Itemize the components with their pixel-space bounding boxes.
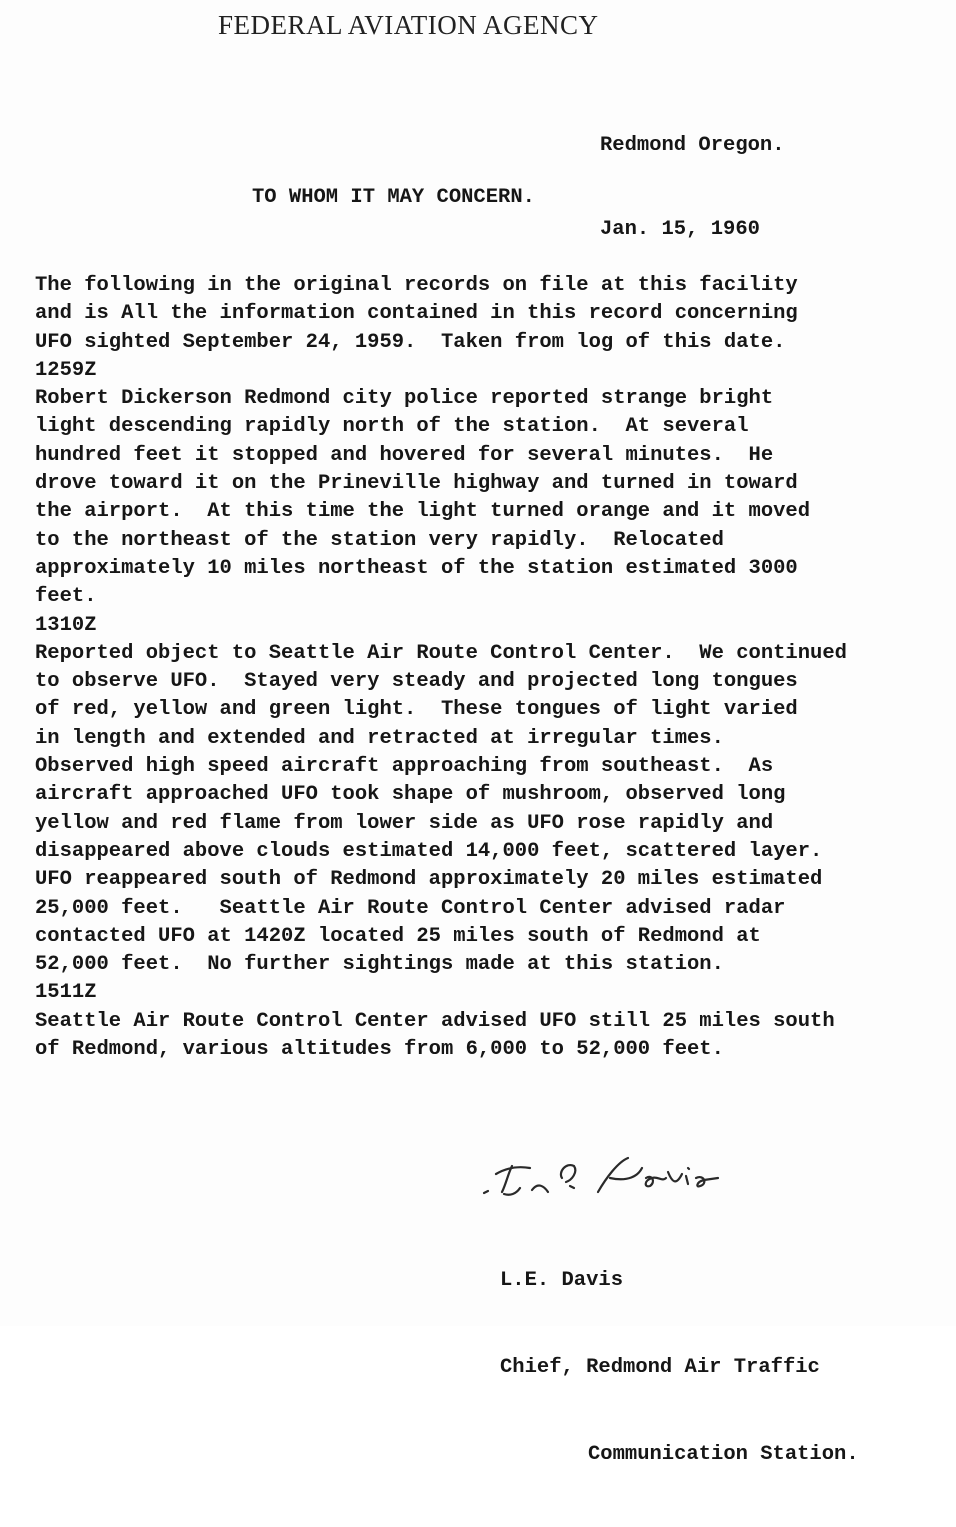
body-line: feet. (35, 585, 97, 609)
body-line: 1259Z (35, 358, 97, 382)
handwritten-signature (478, 1148, 748, 1210)
body-line: and is All the information contained in this record concerning (35, 302, 798, 326)
body-line: of Redmond, various altitudes from 6,000 to 52,000 feet. (35, 1038, 724, 1062)
body-line: yellow and red flame from lower side as UFO rose rapidly and (35, 811, 774, 835)
body-line: Robert Dickerson Redmond city police reported strange bright (35, 387, 774, 411)
signer-name: L.E. Davis (500, 1269, 624, 1292)
body-line: 25,000 feet. Seattle Air Route Control Center advised radar (35, 896, 786, 920)
body-line: UFO sighted September 24, 1959. Taken from log of this date. (35, 330, 786, 354)
body-line: to the northeast of the station very rapidly. Relocated (35, 528, 724, 552)
body-line: drove toward it on the Prineville highway and turned in toward (35, 472, 798, 496)
body-line: to observe UFO. Stayed very steady and projected long tongues (35, 670, 798, 694)
letter-body (35, 272, 847, 1064)
body-line: hundred feet it stopped and hovered for several minutes. He (35, 443, 774, 467)
body-line: aircraft approached UFO took shape of mushroom, observed long (35, 783, 786, 807)
body-line: Observed high speed aircraft approaching from southeast. As (35, 755, 774, 779)
body-line: light descending rapidly north of the station. At several (35, 415, 749, 439)
signer-title-line2: Communication Station. (588, 1443, 859, 1466)
agency-letterhead: FEDERAL AVIATION AGENCY (218, 10, 599, 40)
body-line: in length and extended and retracted at irregular times. (35, 726, 724, 750)
place-line: Redmond Oregon. (600, 134, 785, 157)
body-line: Reported object to Seattle Air Route Control Center. We continued (35, 641, 847, 665)
body-line: 52,000 feet. No further sightings made at this station. (35, 953, 724, 977)
body-line: The following in the original records on file at this facility (35, 274, 798, 297)
body-line: 1310Z (35, 613, 97, 637)
body-line: the airport. At this time the light turned orange and it moved (35, 500, 811, 524)
body-line: 1511Z (35, 981, 97, 1005)
signer-block (500, 1208, 859, 1527)
place-date-block (600, 76, 785, 300)
body-line: disappeared above clouds estimated 14,000 feet, scattered layer. (35, 839, 823, 863)
date-line: Jan. 15, 1960 (600, 218, 760, 241)
body-line: of red, yellow and green light. These tongues of light varied (35, 698, 798, 722)
body-line: contacted UFO at 1420Z located 25 miles south of Redmond at (35, 924, 761, 948)
body-line: UFO reappeared south of Redmond approximately 20 miles estimated (35, 868, 823, 892)
body-line: Seattle Air Route Control Center advised UFO still 25 miles south (35, 1009, 835, 1033)
body-line: approximately 10 miles northeast of the station estimated 3000 (35, 556, 798, 580)
signer-title-line1: Chief, Redmond Air Traffic (500, 1356, 820, 1379)
salutation: TO WHOM IT MAY CONCERN. (252, 186, 535, 209)
